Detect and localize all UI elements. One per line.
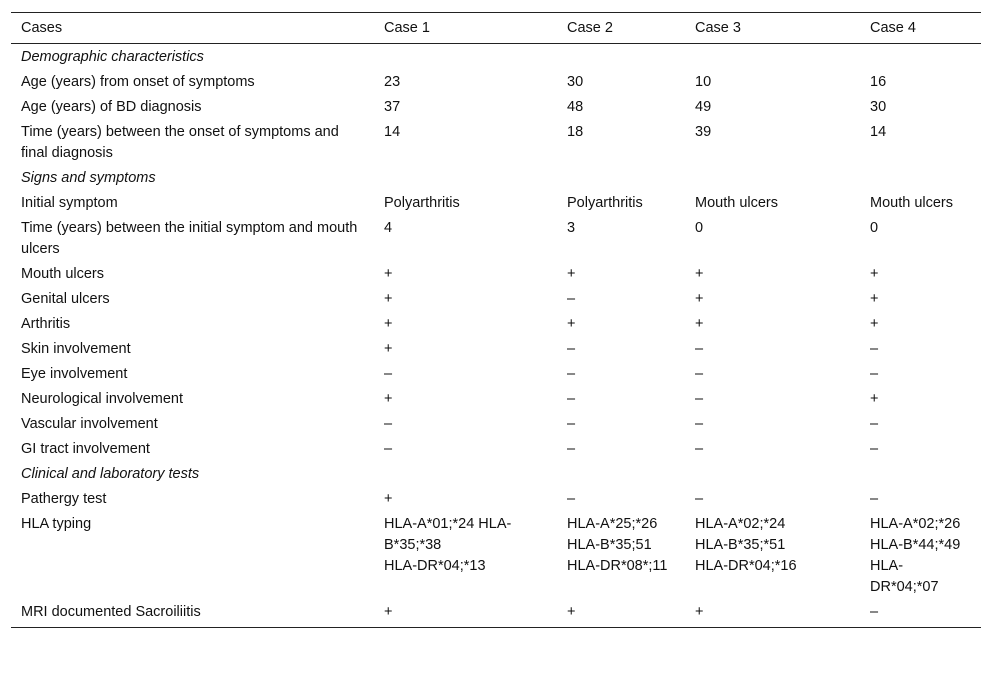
cases-table <box>11 12 981 628</box>
cell: – <box>695 366 704 382</box>
table-row <box>11 262 981 287</box>
cell: – <box>870 491 879 507</box>
table-row <box>11 362 981 387</box>
cell: + <box>870 291 879 307</box>
row-label: Skin involvement <box>21 341 131 357</box>
cell: – <box>870 366 879 382</box>
table-row <box>11 412 981 437</box>
cell: 4 <box>384 220 393 236</box>
row-label: Time (years) between the onset of symptoms and final diagnosis <box>21 124 339 161</box>
cell: – <box>695 441 704 457</box>
table-row <box>11 387 981 412</box>
cell: + <box>695 316 704 332</box>
section-row <box>11 166 981 191</box>
hla-line: HLA-A*25;*26 <box>567 516 658 532</box>
cell: – <box>384 441 393 457</box>
row-label: Age (years) of BD diagnosis <box>21 99 202 115</box>
cell: 39 <box>695 124 712 140</box>
cell: + <box>384 341 393 357</box>
table-row <box>11 70 981 95</box>
cell: 16 <box>870 74 887 90</box>
table-row <box>11 487 981 512</box>
cell: – <box>695 491 704 507</box>
cell: + <box>384 266 393 282</box>
cell: 0 <box>870 220 879 236</box>
cell: + <box>870 316 879 332</box>
cell: – <box>870 441 879 457</box>
section-signs: Signs and symptoms <box>21 170 156 186</box>
hla-line: HLA-A*02;*26 <box>870 516 961 532</box>
hla-line: HLA-B*44;*49 <box>870 537 961 553</box>
section-demographic: Demographic characteristics <box>21 49 204 65</box>
row-label: Neurological involvement <box>21 391 183 407</box>
cell: 30 <box>567 74 584 90</box>
hla-line: HLA-DR*04;*13 <box>384 558 486 574</box>
cell: + <box>695 266 704 282</box>
cell: + <box>567 266 576 282</box>
cell: – <box>695 341 704 357</box>
row-label: Vascular involvement <box>21 416 158 432</box>
cell: Mouth ulcers <box>695 195 779 211</box>
hla-line: HLA-A*01;*24 HLA-B*35;*38 <box>384 516 512 553</box>
cell: + <box>870 391 879 407</box>
table-row <box>11 512 981 600</box>
cell: – <box>567 491 576 507</box>
cell: + <box>384 491 393 507</box>
cell: + <box>870 266 879 282</box>
row-label: Pathergy test <box>21 491 107 507</box>
header-case-1: Case 1 <box>374 13 557 44</box>
header-row <box>11 13 981 44</box>
section-row <box>11 44 981 71</box>
cell: – <box>567 391 576 407</box>
hla-line: HLA-DR*04;*16 <box>695 558 797 574</box>
cell: 0 <box>695 220 704 236</box>
row-label: Genital ulcers <box>21 291 110 307</box>
cell: – <box>860 600 981 628</box>
table-row <box>11 600 981 628</box>
cell: 48 <box>567 99 584 115</box>
hla-line: HLA-DR*08*;11 <box>567 558 668 574</box>
row-label: Age (years) from onset of symptoms <box>21 74 255 90</box>
cell: 14 <box>870 124 887 140</box>
hla-line: HLA-DR*04;*07 <box>870 558 939 595</box>
header-case-4: Case 4 <box>860 13 981 44</box>
row-label: Initial symptom <box>21 195 118 211</box>
cell: 10 <box>695 74 712 90</box>
table-row <box>11 337 981 362</box>
cell: + <box>685 600 860 628</box>
table-row <box>11 95 981 120</box>
table-row <box>11 120 981 166</box>
cell: – <box>384 416 393 432</box>
table-row <box>11 216 981 262</box>
cell: 3 <box>567 220 576 236</box>
hla-cell-case-2 <box>557 512 685 600</box>
cell: + <box>557 600 685 628</box>
section-row <box>11 462 981 487</box>
cell: 37 <box>384 99 401 115</box>
cell: – <box>384 366 393 382</box>
row-label: Time (years) between the initial symptom and mouth ulcers <box>21 220 358 257</box>
row-label: MRI documented Sacroiliitis <box>11 600 374 628</box>
cell: Polyarthritis <box>567 195 643 211</box>
cell: – <box>567 341 576 357</box>
table-row <box>11 312 981 337</box>
cell: 23 <box>384 74 401 90</box>
hla-cell-case-4 <box>860 512 981 600</box>
cell: + <box>374 600 557 628</box>
header-case-3: Case 3 <box>685 13 860 44</box>
hla-cell-case-3 <box>685 512 860 600</box>
cell: – <box>870 341 879 357</box>
table-row <box>11 287 981 312</box>
cell: 30 <box>870 99 887 115</box>
cell: – <box>567 416 576 432</box>
table-row <box>11 191 981 216</box>
row-label: Eye involvement <box>21 366 128 382</box>
cell: – <box>567 441 576 457</box>
hla-line: HLA-B*35;*51 <box>695 537 786 553</box>
hla-cell-case-1 <box>374 512 557 600</box>
cell: + <box>567 316 576 332</box>
header-cases: Cases <box>11 13 374 44</box>
row-label: Mouth ulcers <box>21 266 105 282</box>
cell: 18 <box>567 124 584 140</box>
cell: Polyarthritis <box>384 195 460 211</box>
row-label: GI tract involvement <box>21 441 150 457</box>
cell: + <box>695 291 704 307</box>
cell: + <box>384 316 393 332</box>
cell: – <box>870 416 879 432</box>
cell: – <box>567 366 576 382</box>
cell: 14 <box>384 124 401 140</box>
cell: 49 <box>695 99 712 115</box>
cell: + <box>384 291 393 307</box>
row-label: HLA typing <box>21 516 92 532</box>
section-clinical: Clinical and laboratory tests <box>21 466 200 482</box>
hla-line: HLA-A*02;*24 <box>695 516 786 532</box>
cell: – <box>695 391 704 407</box>
table-row <box>11 437 981 462</box>
cell: Mouth ulcers <box>870 195 954 211</box>
header-case-2: Case 2 <box>557 13 685 44</box>
row-label: Arthritis <box>21 316 71 332</box>
cell: + <box>384 391 393 407</box>
cell: – <box>695 416 704 432</box>
hla-line: HLA-B*35;51 <box>567 537 652 553</box>
cell: – <box>567 291 576 307</box>
